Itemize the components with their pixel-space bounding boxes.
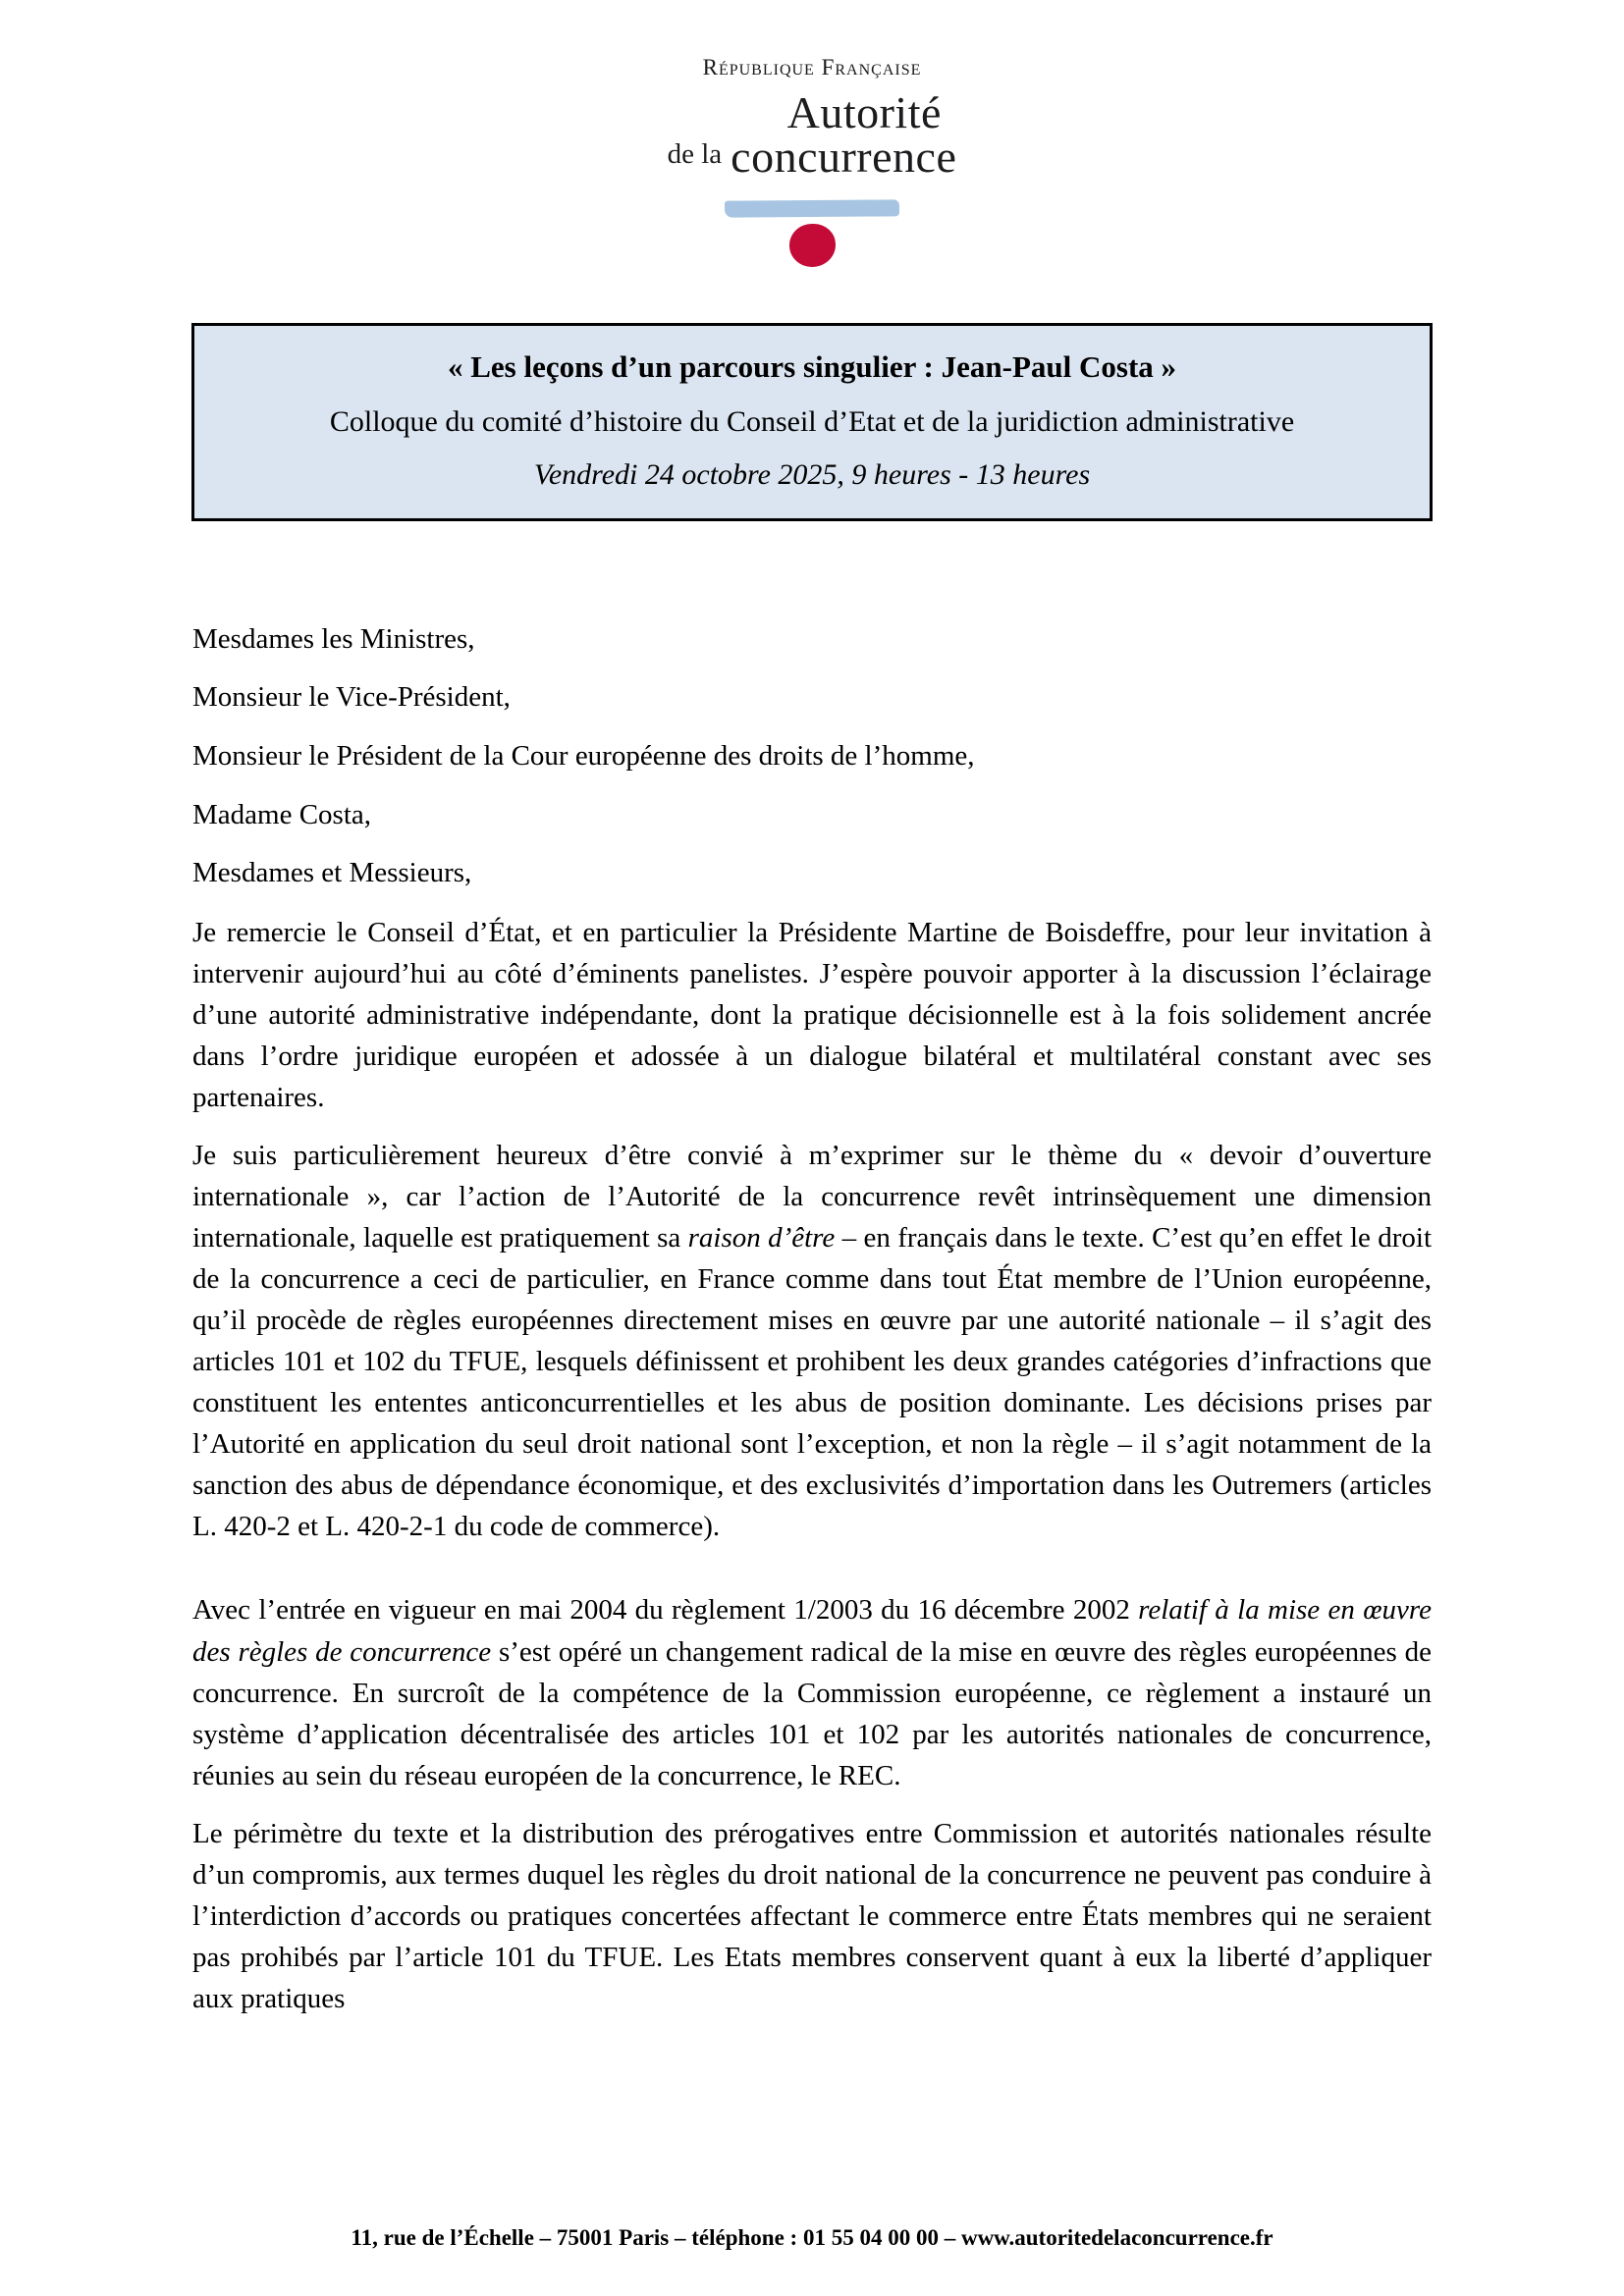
body-paragraph bbox=[192, 1813, 1432, 2019]
salutation-line: Madame Costa, bbox=[192, 798, 372, 830]
event-title-box bbox=[191, 323, 1433, 521]
salutation-line: Monsieur le Vice-Président, bbox=[192, 681, 511, 714]
logo-row-top bbox=[668, 87, 957, 137]
logo-blue-bar-icon bbox=[725, 200, 899, 218]
italic-text-run: relatif à la mise en œuvre des règles de concurrence bbox=[192, 1594, 1432, 1668]
event-subtitle: Colloque du comité d’histoire du Conseil d’Etat et de la juridiction administrative bbox=[329, 404, 1295, 438]
autorite-concurrence-logo bbox=[667, 87, 957, 183]
body-paragraph bbox=[192, 912, 1432, 1118]
body-paragraph bbox=[192, 1135, 1432, 1547]
text-run: Le périmètre du texte et la distribution des prérogatives entre Commission et autorités nationales résulte d’un compromis, aux termes duquel les règles du droit national de la concurrence ne peuvent pas conduire à l’interdiction d’accords ou pratiques concertées affectant le commerce entre États membres qui ne seraient pas prohibés par l’article 101 du TFUE. Les Etats membres conservent quant à eux la liberté d’appliquer aux pratiques bbox=[192, 1817, 1432, 2014]
event-datetime: Vendredi 24 octobre 2025, 9 heures - 13 heures bbox=[533, 458, 1091, 492]
italic-text-run: raison d’être bbox=[687, 1222, 836, 1255]
text-run: Je remercie le Conseil d’État, et en particulier la Présidente Martine de Boisdeffre, pour leur invitation à intervenir aujourd’hui au côté d’éminents panelistes. J’espère pouvoir apporter à la discussion l’éclairage d’une autorité administrative indépendante, dont la pratique décisionnelle est à la fois solidement ancrée dans l’ordre juridique européen et adossée à un dialogue bilatéral et multilatéral constant avec ses partenaires. bbox=[192, 916, 1432, 1113]
logo-word-concurrence: concurrence bbox=[731, 132, 957, 183]
body-paragraph bbox=[192, 1589, 1432, 1795]
text-run: s’est opéré un changement radical de la mise en œuvre des règles européennes de concurrence. En surcroît de la compétence de la Commission européenne, ce règlement a instauré un système d’application décentralisée des articles 101 et 102 par les autorités nationales de concurrence, réunies au sein du réseau européen de la concurrence, le REC. bbox=[192, 1635, 1432, 1791]
text-run: – en français dans le texte. C’est qu’en effet le droit de la concurrence a ceci de particulier, en France comme dans tout État membre de l’Union européenne, qu’il procède de règles européennes directement mises en œuvre par une autorité nationale – il s’agit des articles 101 et 102 du TFUE, lesquels définissent et prohibent les deux grandes catégories d’infractions que constituent les ententes anticoncurrentielles et les abus de position dominante. Les décisions prises par l’Autorité en application du seul droit national sont l’exception, et non la règle – il s’agit notamment de la sanction des abus de dépendance économique, et des exclusivités d’importation dans les Outremers (articles L. 420-2 et L. 420-2-1 du code de commerce). bbox=[192, 1222, 1433, 1543]
logo-row-bottom bbox=[668, 133, 957, 181]
speech-body bbox=[192, 521, 1432, 2019]
republique-francaise-text: République Française bbox=[702, 55, 922, 80]
footer bbox=[0, 2225, 1624, 2251]
text-run: Je suis particulièrement heureux d’être convié à m’exprimer sur le thème du « devoir d’ouverture internationale », car l’action de l’Autorité de la concurrence revêt intrinsèquement une dimension internationale, laquelle est pratiquement sa bbox=[192, 1139, 1432, 1255]
footer-address-text: 11, rue de l’Échelle – 75001 Paris – téléphone : 01 55 04 00 00 – www.autoritedelaconcurrence.fr bbox=[351, 2225, 1273, 2250]
salutation-line: Monsieur le Président de la Cour européenne des droits de l’homme, bbox=[192, 739, 975, 772]
logo-word-de-la: de la bbox=[667, 138, 723, 171]
salutation-line: Mesdames et Messieurs, bbox=[192, 857, 472, 889]
header bbox=[0, 0, 1624, 267]
logo-red-dot-icon bbox=[789, 224, 836, 267]
salutation-line: Mesdames les Ministres, bbox=[192, 622, 475, 655]
event-title: « Les leçons d’un parcours singulier : Jean-Paul Costa » bbox=[447, 349, 1177, 385]
logo-word-autorite: Autorité bbox=[786, 87, 942, 137]
text-run: Avec l’entrée en vigueur en mai 2004 du règlement 1/2003 du 16 décembre 2002 bbox=[192, 1594, 1139, 1627]
